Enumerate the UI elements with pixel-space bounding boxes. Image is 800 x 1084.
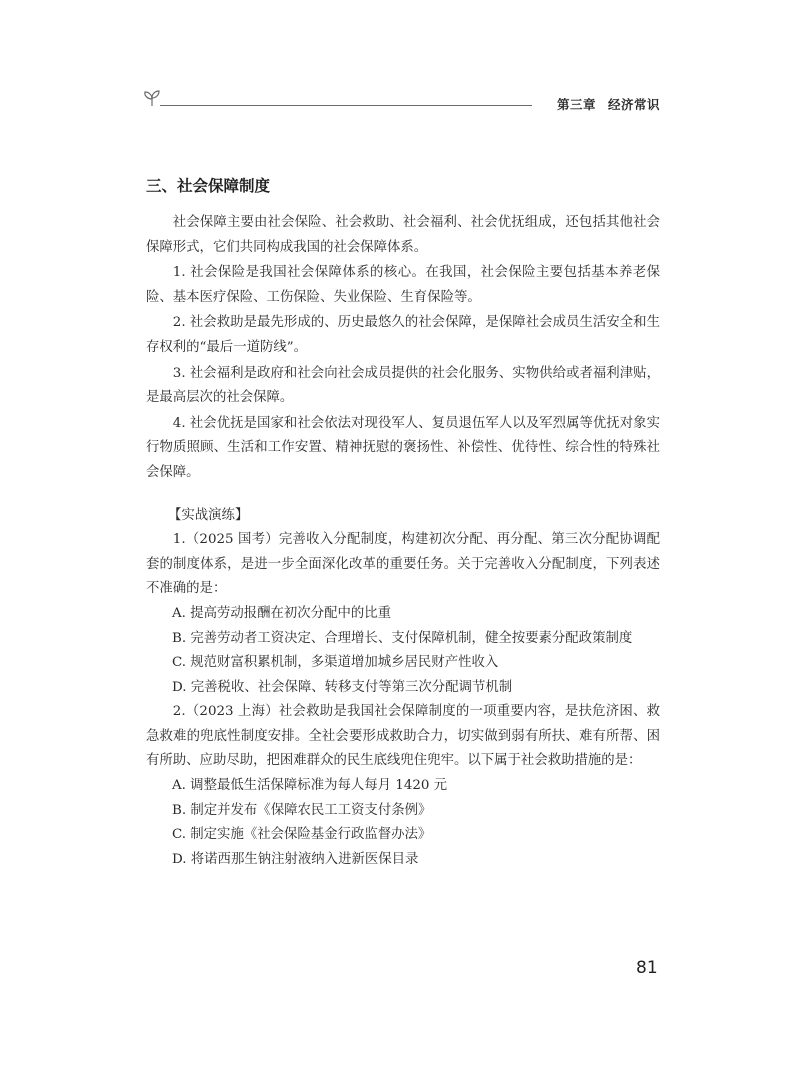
chapter-title: 经济常识 [607, 97, 660, 112]
section-title: 三、社会保障制度 [146, 177, 271, 195]
question-1-option-b: B. 完善劳动者工资决定、合理增长、支付保障机制，健全按要素分配政策制度 [172, 630, 633, 646]
question-2-option-d: D. 将诺西那生钠注射液纳入进新医保目录 [172, 851, 419, 867]
question-1-option-d: D. 完善税收、社会保障、转移支付等第三次分配调节机制 [172, 679, 513, 695]
chapter-label [557, 95, 660, 113]
question-1-stem: 1.（2025 国考）完善收入分配制度，构建初次分配、再分配、第三次分配协调配套的制度体系，是进一步全面深化改革的重要任务。关于完善收入分配制度，下列表述不准确的是： [146, 532, 660, 597]
paragraph-social-assistance: 2. 社会救助是最先形成的、历史最悠久的社会保障，是保障社会成员生活安全和生存权利的“最后一道防线”。 [146, 315, 660, 355]
paragraph-social-welfare: 3. 社会福利是政府和社会向社会成员提供的社会化服务、实物供给或者福利津贴，是最高层次的社会保障。 [146, 365, 660, 406]
question-2-option-b: B. 制定并发布《保障农民工工资支付条例》 [172, 802, 432, 818]
sprout-icon [140, 86, 164, 110]
paragraph-social-insurance: 1. 社会保险是我国社会保障体系的核心。在我国，社会保险主要包括基本养老保险、基本医疗保险、工伤保险、失业保险、生育保险等。 [146, 265, 660, 305]
practice-heading: 【实战演练】 [168, 507, 249, 523]
chapter-number: 第三章 [556, 97, 596, 112]
paragraph-social-care: 4. 社会优抚是国家和社会依法对现役军人、复员退伍军人以及军烈属等优抚对象实行物质照顾、生活和工作安置、精神抚慰的褒扬性、补偿性、优待性、综合性的特殊社会保障。 [146, 415, 660, 480]
question-2-option-a: A. 调整最低生活保障标准为每人每月 1420 元 [172, 778, 448, 794]
question-1-option-a: A. 提高劳动报酬在初次分配中的比重 [172, 605, 392, 621]
question-2-option-c: C. 制定实施《社会保险基金行政监督办法》 [172, 827, 432, 843]
running-header [140, 86, 660, 122]
question-2-stem: 2.（2023 上海）社会救助是我国社会保障制度的一项重要内容，是扶危济困、救急救难的兜底性制度安排。全社会要形成救助合力，切实做到弱有所扶、难有所帮、困有所助、应助尽助，把困难群众的民生底线兜住兜牢。以下属于社会救助措施的是： [146, 704, 660, 769]
question-1-option-c: C. 规范财富积累机制，多渠道增加城乡居民财产性收入 [172, 655, 499, 671]
intro-paragraph: 社会保障主要由社会保险、社会救助、社会福利、社会优抚组成，还包括其他社会保障形式，它们共同构成我国的社会保障体系。 [146, 215, 660, 255]
header-rule [160, 105, 532, 106]
page-number: 81 [636, 958, 658, 978]
page-body [146, 172, 660, 872]
